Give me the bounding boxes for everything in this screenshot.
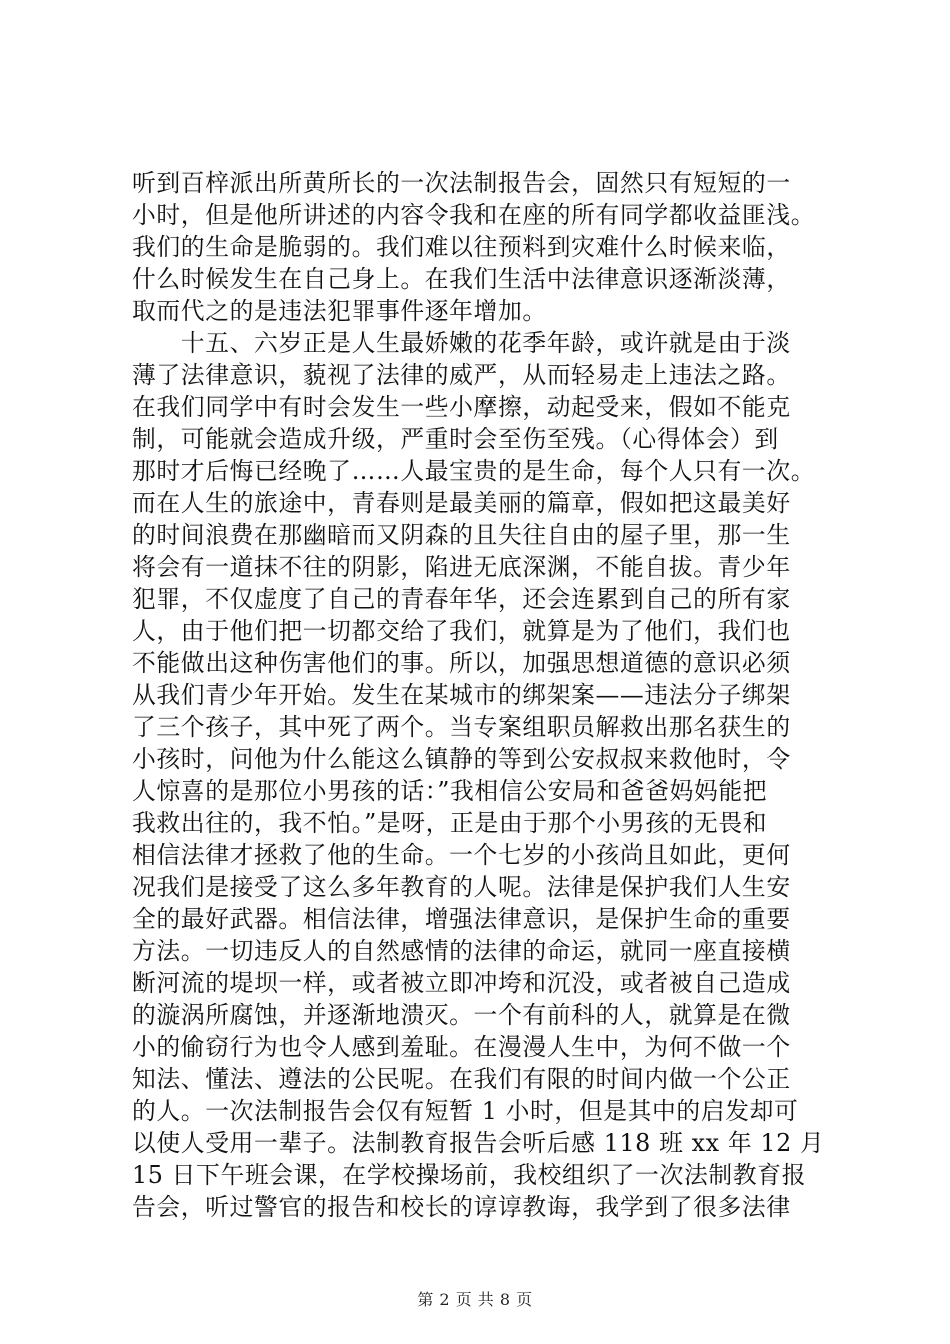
text-line: 什么时候发生在自己身上。在我们生活中法律意识逐渐淡薄， — [132, 265, 791, 293]
text-line: 十五、六岁正是人生最娇嫩的花季年龄，或许就是由于淡 — [132, 329, 791, 357]
document-body — [132, 167, 844, 1223]
text-line: 在我们同学中有时会发生一些小摩擦，动起受来，假如不能克 — [132, 393, 791, 421]
text-line: 的人。一次法制报告会仅有短暂 1 小时，但是其中的启发却可 — [132, 1097, 799, 1125]
text-line: 我们的生命是脆弱的。我们难以往预料到灾难什么时候来临， — [132, 233, 791, 261]
text-line: 小时，但是他所讲述的内容令我和在座的所有同学都收益匪浅。 — [132, 201, 816, 229]
text-line: 告会，听过警官的报告和校长的谆谆教诲，我学到了很多法律 — [132, 1193, 791, 1221]
text-line: 我救出往的，我不怕。”是呀，正是由于那个小男孩的无畏和 — [132, 809, 768, 837]
text-line: 那时才后悔已经晚了……人最宝贵的是生命，每个人只有一次。 — [132, 457, 816, 485]
text-line: 从我们青少年开始。发生在某城市的绑架案——违法分子绑架 — [132, 681, 791, 709]
text-line: 小的偷窃行为也令人感到羞耻。在漫漫人生中，为何不做一个 — [132, 1033, 791, 1061]
text-line: 以使人受用一辈子。法制教育报告会听后感 118 班 xx 年 12 月 — [132, 1129, 825, 1157]
text-line: 人惊喜的是那位小男孩的话：”我相信公安局和爸爸妈妈能把 — [132, 777, 768, 805]
text-line: 不能做出这种伤害他们的事。所以，加强思想道德的意识必须 — [132, 649, 791, 677]
text-line: 相信法律才拯救了他的生命。一个七岁的小孩尚且如此，更何 — [132, 841, 791, 869]
page-number-footer: 第 2 页 共 8 页 — [417, 1290, 533, 1309]
text-line: 人，由于他们把一切都交给了我们，就算是为了他们，我们也 — [132, 617, 791, 645]
text-line: 制，可能就会造成升级，严重时会至伤至残。（心得体会）到 — [132, 425, 779, 453]
text-line: 听到百梓派出所黄所长的一次法制报告会，固然只有短短的一 — [132, 169, 791, 197]
text-line: 断河流的堤坝一样，或者被立即冲垮和沉没，或者被自己造成 — [132, 969, 791, 997]
text-line: 取而代之的是违法犯罪事件逐年增加。 — [132, 297, 547, 325]
text-line: 15 日下午班会课，在学校操场前，我校组织了一次法制教育报 — [132, 1161, 806, 1189]
text-line: 薄了法律意识，藐视了法律的威严，从而轻易走上违法之路。 — [132, 361, 791, 389]
text-line: 的时间浪费在那幽暗而又阴森的且失往自由的屋子里，那一生 — [132, 521, 791, 549]
text-line: 全的最好武器。相信法律，增强法律意识，是保护生命的重要 — [132, 905, 791, 933]
text-line: 知法、懂法、遵法的公民呢。在我们有限的时间内做一个公正 — [132, 1065, 791, 1093]
text-line: 将会有一道抹不往的阴影，陷进无底深渊，不能自拔。青少年 — [132, 553, 791, 581]
text-line: 小孩时，问他为什么能这么镇静的等到公安叔叔来救他时，令 — [132, 745, 791, 773]
text-line: 的漩涡所腐蚀，并逐渐地溃灭。一个有前科的人，就算是在微 — [132, 1001, 791, 1029]
text-line: 犯罪，不仅虚度了自己的青春年华，还会连累到自己的所有家 — [132, 585, 791, 613]
text-line: 了三个孩子，其中死了两个。当专案组职员解救出那名获生的 — [132, 713, 791, 741]
text-line: 方法。一切违反人的自然感情的法律的命运，就同一座直接横 — [132, 937, 791, 965]
text-line: 况我们是接受了这么多年教育的人呢。法律是保护我们人生安 — [132, 873, 791, 901]
text-line: 而在人生的旅途中，青春则是最美丽的篇章，假如把这最美好 — [132, 489, 791, 517]
